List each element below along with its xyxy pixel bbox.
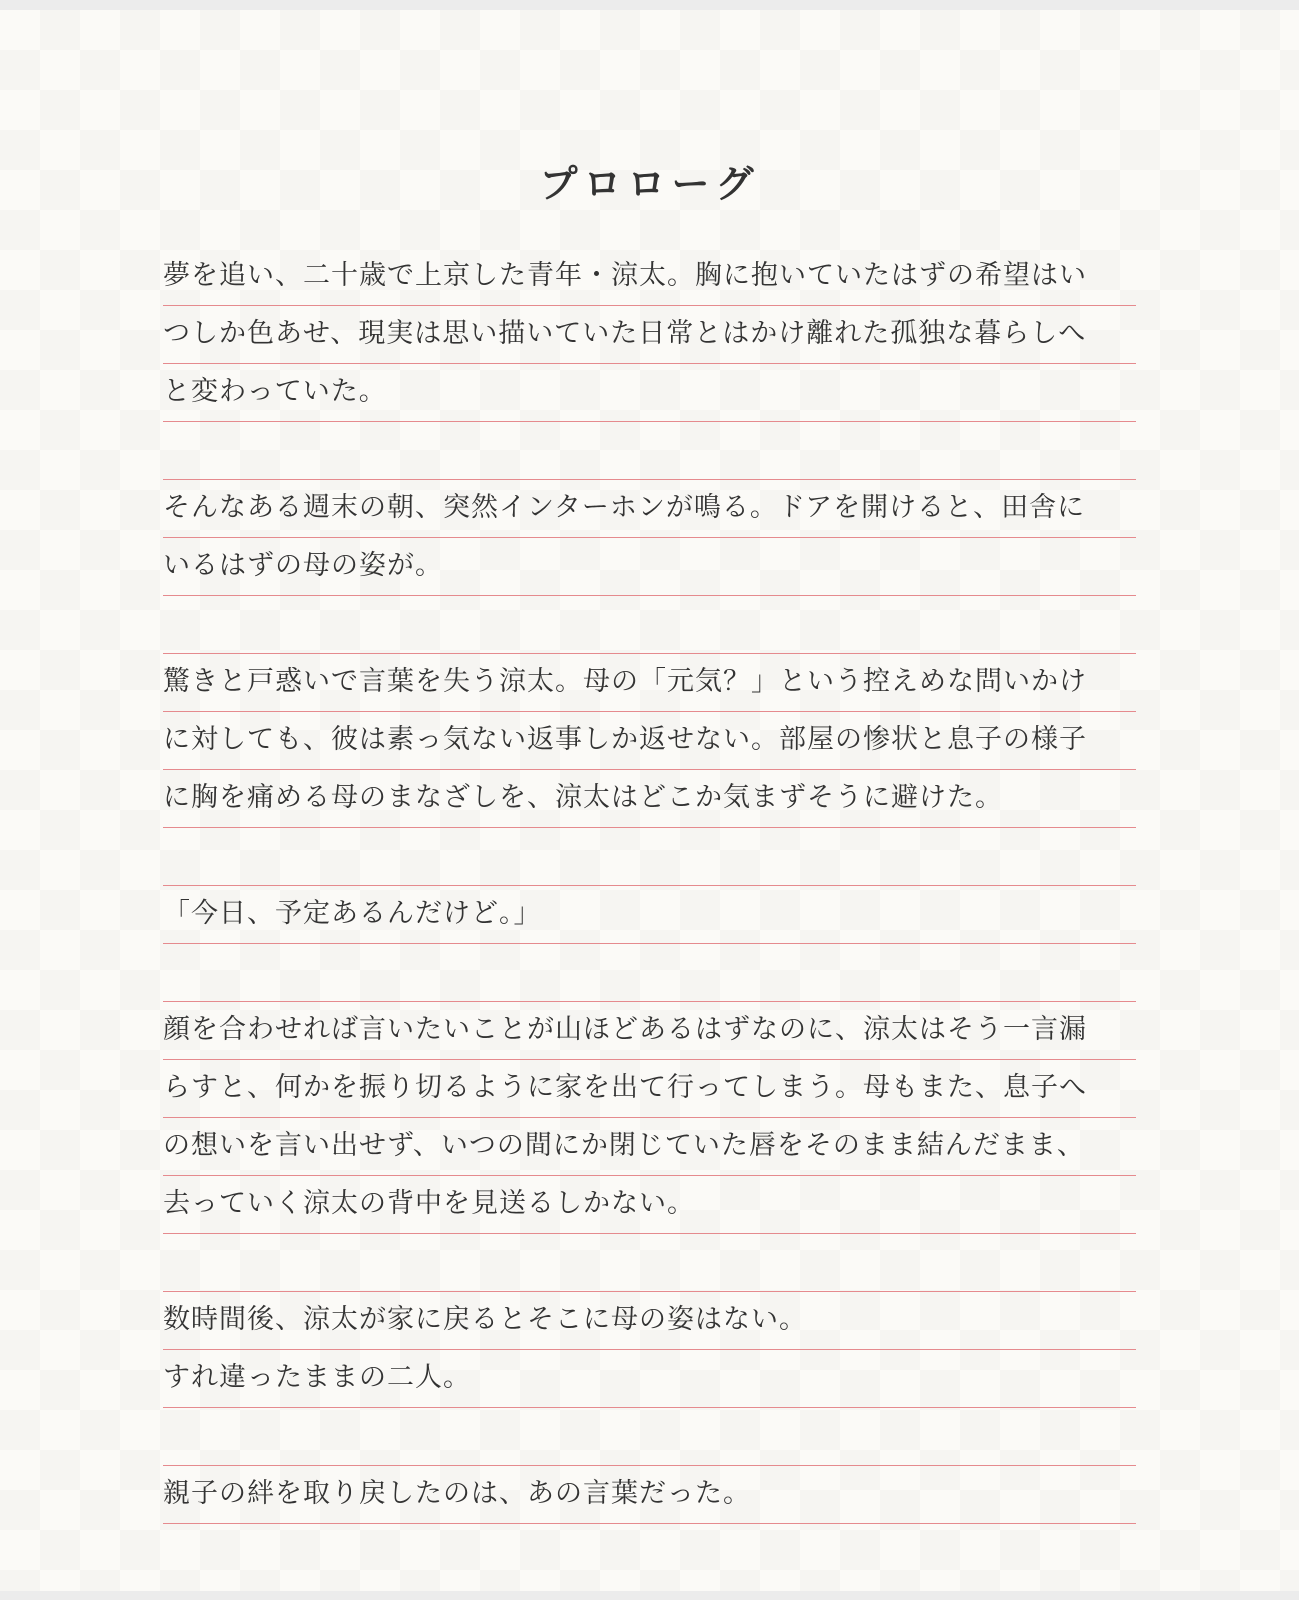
- blank-line: [163, 1234, 1136, 1292]
- text-line: 「今日、予定あるんだけど。」: [163, 886, 1136, 944]
- ruled-text-body: [163, 248, 1136, 1524]
- text-line: 去っていく涼太の背中を見送るしかない。: [163, 1176, 1136, 1234]
- text-line: らすと、何かを振り切るように家を出て行ってしまう。母もまた、息子へ: [163, 1060, 1136, 1118]
- text-line: の想いを言い出せず、いつの間にか閉じていた唇をそのまま結んだまま、: [163, 1118, 1136, 1176]
- text-line: そんなある週末の朝、突然インターホンが鳴る。ドアを開けると、田舎に: [163, 480, 1136, 538]
- blank-line: [163, 422, 1136, 480]
- text-line: 顔を合わせれば言いたいことが山ほどあるはずなのに、涼太はそう一言漏: [163, 1002, 1136, 1060]
- text-line: に対しても、彼は素っ気ない返事しか返せない。部屋の惨状と息子の様子: [163, 712, 1136, 770]
- text-line: つしか色あせ、現実は思い描いていた日常とはかけ離れた孤独な暮らしへ: [163, 306, 1136, 364]
- page: [0, 10, 1299, 1591]
- blank-line: [163, 828, 1136, 886]
- text-line: すれ違ったままの二人。: [163, 1350, 1136, 1408]
- blank-line: [163, 944, 1136, 1002]
- text-line: と変わっていた。: [163, 364, 1136, 422]
- text-line: いるはずの母の姿が。: [163, 538, 1136, 596]
- page-title: プロローグ: [539, 161, 760, 207]
- blank-line: [163, 596, 1136, 654]
- text-line: に胸を痛める母のまなざしを、涼太はどこか気まずそうに避けた。: [163, 770, 1136, 828]
- blank-line: [163, 1408, 1136, 1466]
- text-line: 親子の絆を取り戻したのは、あの言葉だった。: [163, 1466, 1136, 1524]
- text-line: 数時間後、涼太が家に戻るとそこに母の姿はない。: [163, 1292, 1136, 1350]
- text-line: 夢を追い、二十歳で上京した青年・涼太。胸に抱いていたはずの希望はい: [163, 248, 1136, 306]
- text-line: 驚きと戸惑いで言葉を失う涼太。母の「元気？」という控えめな問いかけ: [163, 654, 1136, 712]
